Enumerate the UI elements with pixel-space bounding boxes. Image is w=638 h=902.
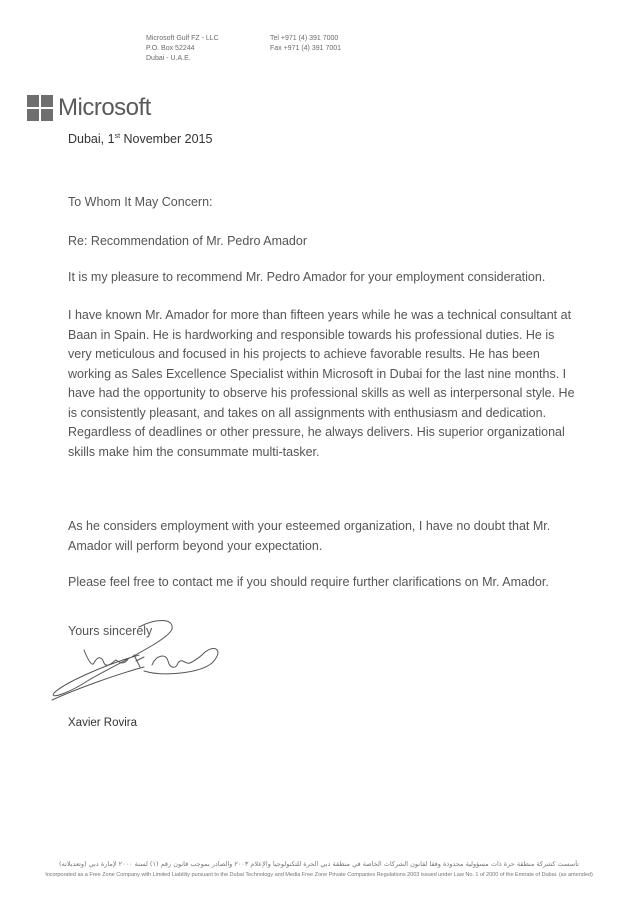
- letterhead-address: [146, 34, 219, 64]
- address-line: Dubai - U.A.E.: [146, 55, 191, 62]
- paragraph: As he considers employment with your esteemed organization, I have no doubt that Mr. Amador will perform beyond your expectation.: [68, 519, 551, 553]
- phone-line: Tel +971 (4) 391 7000: [270, 35, 339, 42]
- closing: Yours sincerely: [68, 624, 153, 638]
- subject-line: Re: Recommendation of Mr. Pedro Amador: [68, 234, 308, 248]
- letter-date: Dubai, 1st November 2015: [68, 132, 213, 146]
- footer-arabic: تأسست كشركة منطقة حرة ذات مسؤولية محدودة وفقا لقانون الشركات الخاصة في منطقة دبي الحرة للتكنولوجيا والإعلام ٢٠٠٣ والصادر بموجب قانون رقم (١) لسنة ٢٠٠٠ لإمارة دبي (وتعديلاته): [59, 860, 579, 868]
- paragraph: I have known Mr. Amador for more than fifteen years while he was a technical consultant at Baan in Spain. He is hardworking and responsible towards his professional duties. He is very meticulous and focused in his projects to achieve favorable results. He has been working as Sales Excellence Specialist within Microsoft in Dubai for the last nine months. I have had the opportunity to observe his professional skills as well as interpersonal style. He is consistently pleasant, and takes on all assignments with enthusiasm and dedication. Regardless of deadlines or other pressure, he always delivers. His superior organizational skills make him the consummate multi-tasker.: [68, 308, 575, 459]
- microsoft-logo: [27, 93, 151, 123]
- handwritten-signature: [44, 605, 234, 715]
- paragraph: It is my pleasure to recommend Mr. Pedro Amador for your employment consideration.: [68, 270, 546, 284]
- windows-logo-icon: [27, 95, 53, 121]
- address-line: Microsoft Gulf FZ - LLC: [146, 35, 219, 42]
- paragraph: Please feel free to contact me if you should require further clarifications on Mr. Amador.: [68, 575, 549, 589]
- brand-wordmark: Microsoft: [58, 94, 151, 121]
- address-line: P.O. Box 52244: [146, 45, 195, 52]
- fax-line: Fax +971 (4) 391 7001: [270, 45, 342, 52]
- salutation: To Whom It May Concern:: [68, 195, 213, 209]
- footer-english: Incorporated as a Free Zone Company with Limited Liability pursuant to the Dubai Technology and Media Free Zone Private Companies Regulations 2003 issued under Law No. 1 of 2000 of the Emirate of Dubai. (as amended): [45, 872, 593, 878]
- signatory-name: Xavier Rovira: [68, 717, 138, 729]
- letterhead-contact: [270, 34, 341, 54]
